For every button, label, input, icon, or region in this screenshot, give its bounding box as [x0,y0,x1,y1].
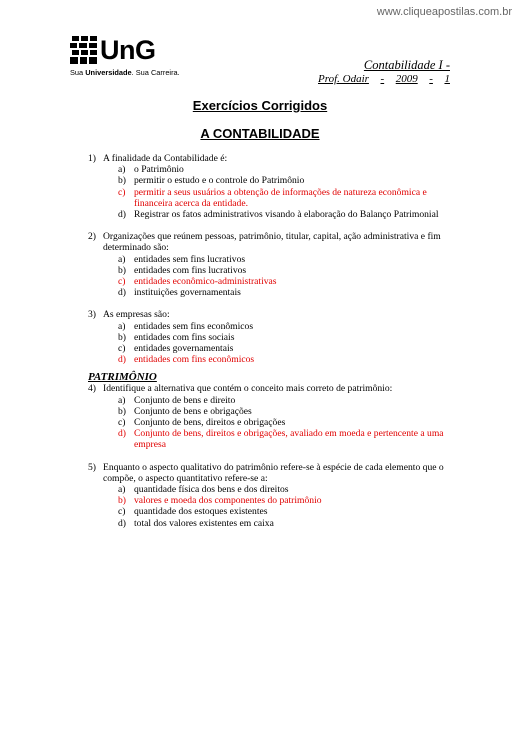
option-text: instituições governamentais [134,287,241,299]
professor-line: Prof. Odair - 2009 - 1 [318,73,450,85]
question [88,309,458,365]
answer-option-correct [118,187,458,209]
page-title: Exercícios Corrigidos [192,98,328,113]
option-letter: b) [118,495,126,507]
question-number: 3) [88,309,96,321]
option-text: permitir a seus usuários a obtenção de informações de natureza econômica e financeira acerca da entidade. [134,186,427,209]
option-text: entidades com fins sociais [134,331,235,343]
option-letter: d) [118,209,126,221]
option-text: Conjunto de bens e direito [134,394,236,406]
question [88,383,458,450]
option-letter: d) [118,428,126,440]
answer-option [118,417,458,428]
question-number: 2) [88,231,96,243]
option-text: Registrar os fatos administrativos visando à elaboração do Balanço Patrimonial [134,209,439,221]
option-letter: c) [118,417,126,429]
option-letter: c) [118,276,126,288]
term: 1 [444,73,450,85]
option-letter: b) [118,405,126,417]
answer-option [118,395,458,406]
answer-option [118,321,458,332]
watermark-url: www.cliqueapostilas.com.br [376,6,512,18]
option-letter: c) [118,186,126,198]
exercise-list [88,153,458,529]
answer-option-correct [118,354,458,365]
option-letter: a) [118,164,126,176]
logo-tagline: Sua Universidade. Sua Carreira. [70,68,180,77]
option-text: total dos valores existentes em caixa [134,517,274,529]
option-letter: c) [118,506,126,518]
logo-wordmark: UnG [100,35,156,65]
answer-option [118,265,458,276]
answer-option [118,406,458,417]
answer-option [118,506,458,517]
option-letter: d) [118,517,126,529]
option-text: o Patrimônio [134,164,184,176]
option-text: entidades com fins lucrativos [134,264,247,276]
year: 2009 [395,73,418,85]
answer-option-correct [118,428,458,450]
answer-option [118,175,458,186]
option-text: Conjunto de bens e obrigações [134,405,252,417]
answer-option [118,164,458,175]
question-text: Enquanto o aspecto qualitativo do patrimônio refere-se à espécie de cada elemento que o compõe, o aspecto quantitativo refere-se a: [103,461,444,484]
answer-option [118,343,458,354]
question [88,153,458,220]
option-text: Conjunto de bens, direitos e obrigações [134,417,286,429]
professor-name: Prof. Odair [318,73,369,85]
answer-option [118,287,458,298]
question-text: A finalidade da Contabilidade é: [103,153,228,164]
option-letter: a) [118,253,126,265]
answer-option-correct [118,276,458,287]
option-text: quantidade dos estoques existentes [134,506,268,518]
option-text: entidades sem fins econômicos [134,320,254,332]
question-number: 4) [88,383,96,395]
option-text: quantidade física dos bens e dos direitos [134,484,289,496]
answer-option [118,332,458,343]
page-subtitle: A CONTABILIDADE [200,126,320,141]
option-letter: d) [118,354,126,366]
question-number: 5) [88,461,96,473]
option-text: entidades com fins econômicos [134,354,255,366]
option-letter: a) [118,484,126,496]
option-text: entidades econômico-administrativas [134,276,277,288]
ung-logo [70,34,200,80]
answer-option [118,518,458,529]
option-letter: c) [118,343,126,355]
answer-option [118,254,458,265]
section-heading: PATRIMÔNIO [88,371,157,384]
option-text: entidades governamentais [134,343,234,355]
question-text: Identifique a alternativa que contém o conceito mais correto de patrimônio: [103,383,393,395]
question [88,462,458,529]
option-letter: b) [118,175,126,187]
option-text: entidades sem fins lucrativos [134,253,246,265]
option-letter: b) [118,264,126,276]
question-number: 1) [88,153,96,164]
question [88,231,458,298]
option-text: valores e moeda dos componentes do patrimônio [134,495,322,507]
option-text: permitir o estudo e o controle do Patrimônio [134,175,305,187]
option-letter: d) [118,287,126,299]
ung-emblem-icon [70,36,98,66]
option-letter: a) [118,320,126,332]
option-text: Conjunto de bens, direitos e obrigações, avaliado em moeda e pertencente a uma empresa [134,428,444,451]
course-name: Contabilidade I - [363,58,450,72]
question-text: As empresas são: [103,309,170,321]
option-letter: b) [118,331,126,343]
answer-option [118,209,458,220]
option-letter: a) [118,394,126,406]
answer-option [118,484,458,495]
question-text: Organizações que reúnem pessoas, patrimônio, titular, capital, ação administrativa e fim determinado são: [103,231,441,254]
answer-option-correct [118,495,458,506]
